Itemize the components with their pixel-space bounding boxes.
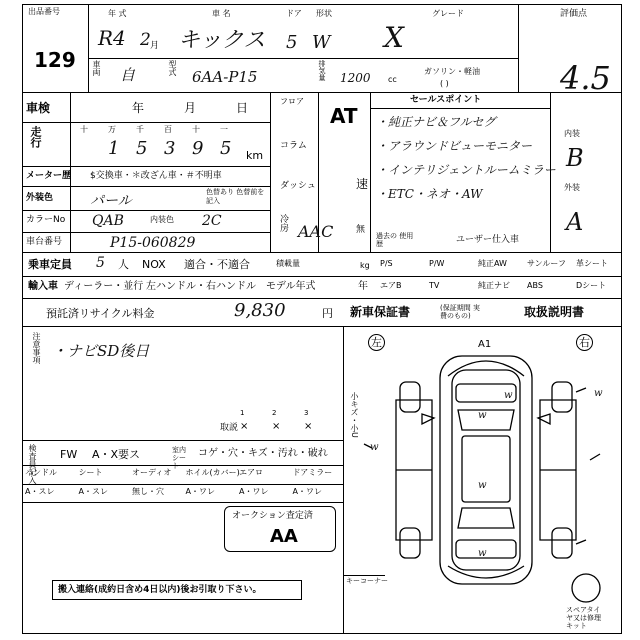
recycle-value: 9,830 [234,300,286,321]
key-corner-label: キーコーナー [346,577,388,585]
displacement-value: 1200 [340,71,371,85]
year-value: R4 [98,26,126,50]
handle-options: 左ハンドル・右ハンドル [146,281,256,292]
interior-grade: B [566,144,584,172]
fw-options: A・X要ス [92,448,141,461]
tool-label: 取説 [220,423,239,433]
part-label: ハンドル [25,468,57,477]
year-label: 年 式 [108,9,127,18]
mileage-place: 千 [136,125,144,134]
mileage-digit: 9 [192,138,204,159]
colorno-value: QAB [92,213,124,229]
transport-notice-text: 搬入連絡(成約日含め4日以内)後お引取り下さい。 [58,585,262,595]
interior-seat-label: 室内シート [172,446,186,470]
modelyear-unit: 年 [358,281,368,292]
part-label: ドアミラー [292,468,333,477]
damage-w-5: w [594,388,603,399]
equipment-item: サンルーフ [527,259,566,268]
capacity-label: 乗車定員 [28,258,72,271]
inspector-label: 検査員記入 [28,444,37,484]
mileage-place: 百 [164,125,172,134]
inspection-label: 車検 [26,101,51,115]
mark-value: × [272,421,281,432]
equipment-item: 革シート [576,259,608,268]
sales-point-item: ・ETC・ネオ・AW [376,187,483,201]
notes-text: ・ナビSD後日 [52,342,150,360]
part-label: オーディオ [132,468,172,477]
warranty-label: 新車保証書 [350,305,411,319]
inspection-month: 月 [184,101,197,115]
body-value: W [312,32,331,53]
mileage-unit: km [246,149,264,162]
capacity-unit: 人 [118,258,129,271]
modelyear-label: モデル年式 [266,281,316,292]
grade-label: グレード [432,9,464,18]
part-value: A・ワレ [292,487,322,496]
interior-color-value: 2C [202,213,222,229]
used-note: 過去の 使用歴 [376,232,414,248]
purchase-label: ユーザー仕入車 [456,235,520,245]
mileage-digit: 5 [220,138,232,159]
equipment-item: 純正AW [478,259,507,268]
import-options: ディーラー・並行 [64,281,144,292]
part-value: A・ワレ [239,487,269,496]
mileage-label: 走行 [29,126,42,148]
left-mark: 左 [368,334,385,351]
model-value: 6AA-P15 [192,68,258,86]
lot-number-label: 出品番号 [28,7,60,16]
exterior-grade-label: 外装 [564,183,580,192]
body-label: 形状 [316,9,332,18]
sales-point-item: ・純正ナビ＆フルセグ [376,115,496,129]
damage-w-1: w [478,410,487,421]
mark-label: 1 [240,409,245,417]
part-label: シート [78,468,103,477]
shift-value: AT [330,104,358,128]
mileage-digit: 5 [136,138,148,159]
notes-label: 注意事項 [32,332,41,364]
exterior-grade: A [566,208,584,236]
meter-options: $交換車・＊改ざん車・＃不明車 [90,171,222,181]
auction-stamp-title: オークション査定済 [232,511,313,521]
score-value: 4.5 [560,59,611,97]
color-value: パール [90,193,132,209]
part-value: A・スレ [25,487,55,496]
lot-number: 129 [34,48,76,72]
part-value: A・スレ [78,487,108,496]
interior-seat-options: コゲ・穴・キズ・汚れ・破れ [198,448,328,459]
car-name-label: 車 名 [212,9,231,18]
equipment-item: ABS [527,281,543,290]
column-label: コラム [280,141,307,151]
ac-label: 冷房 [278,214,288,232]
recycle-unit: 円 [322,307,333,320]
ac-value: AAC [298,222,334,241]
sales-point-item: ・アラウンドビューモニター [376,139,533,153]
mark-value: × [304,421,313,432]
diagram-mark: A1 [478,339,492,350]
mark-label: 3 [304,409,309,417]
damage-w-2: w [478,480,487,491]
warranty-note: (保証期間 実費のもの) [440,304,480,320]
part-value: A・ワレ [185,487,215,496]
part-label: エアロ [239,468,263,477]
colorno-label: カラーNo [26,215,66,225]
speed-label: 速 [356,177,369,191]
part-value: 無し・穴 [132,487,164,496]
fuel-label: ガソリン・軽油 [424,67,480,76]
sales-point-item: ・インテリジェントルームミラー [376,163,556,177]
plate-value: 自 [120,66,136,84]
nox-options: 適合・不適合 [184,258,250,271]
grade-value: X [384,21,404,54]
damage-w-4: w [504,390,513,401]
interior-color-label: 内装色 [150,215,174,224]
plate-label: 車両 [92,60,101,76]
month-unit: 月 [150,41,160,51]
load-unit: kg [360,261,370,270]
mark-value: × [240,421,249,432]
equipment-item: P/S [380,259,393,268]
inspection-day: 日 [236,101,249,115]
displacement-label: 排気量 [318,60,326,81]
right-mark: 右 [576,334,593,351]
door-value: 5 [286,32,298,53]
chassis-value: P15-060829 [110,235,196,251]
auction-stamp-logo: AA [270,526,298,547]
month-value: 2 [140,30,151,50]
mileage-digit: 3 [164,138,176,159]
part-label: ホイル(カバー) [185,468,240,477]
scratch-legend: 小キズ・小U [350,392,359,438]
nox-label: NOX [142,258,166,271]
chassis-label: 車台番号 [26,237,63,247]
door-label: ドア [286,9,302,18]
damage-w-6: w [370,442,379,453]
load-label: 積載量 [276,259,300,268]
import-label: 輸入車 [28,281,58,292]
equipment-item: 純正ナビ [478,281,510,290]
capacity-value: 5 [96,255,105,271]
equipment-item: TV [429,281,440,290]
model-label: 型式 [168,60,177,76]
mileage-place: 十 [192,125,200,134]
mileage-place: 十 [80,125,88,134]
mileage-place: 万 [108,125,116,134]
equipment-item: エアB [380,281,402,290]
damage-w-3: w [478,548,487,559]
color-label: 外装色 [26,193,54,203]
recycle-label: 預託済リサイクル料金 [46,307,155,320]
mark-label: 2 [272,409,277,417]
mileage-digit: 1 [108,138,120,159]
car-name-value: キックス [178,28,266,53]
displacement-unit: cc [388,75,397,84]
spare-note: スペアタイヤ又は修理キット [566,606,601,630]
interior-grade-label: 内装 [564,129,580,138]
dash-label: ダッシュ [280,181,316,191]
fuel-paren: ( ) [440,79,449,88]
sales-points-title: セールスポイント [410,95,482,105]
score-label: 評価点 [560,9,588,19]
mileage-place: 一 [220,125,228,134]
equipment-item: Dシート [576,281,607,290]
shift-floor-label: フロア [280,97,304,106]
equipment-item: P/W [429,259,445,268]
inspection-year: 年 [132,101,145,115]
color-change-note: 色替あり 色替前を記入 [206,188,265,205]
meter-label: メーター歴 [26,171,72,181]
manual-label: 取扱説明書 [524,305,585,319]
fw-label: FW [60,448,78,461]
none-label: 無 [356,225,366,235]
